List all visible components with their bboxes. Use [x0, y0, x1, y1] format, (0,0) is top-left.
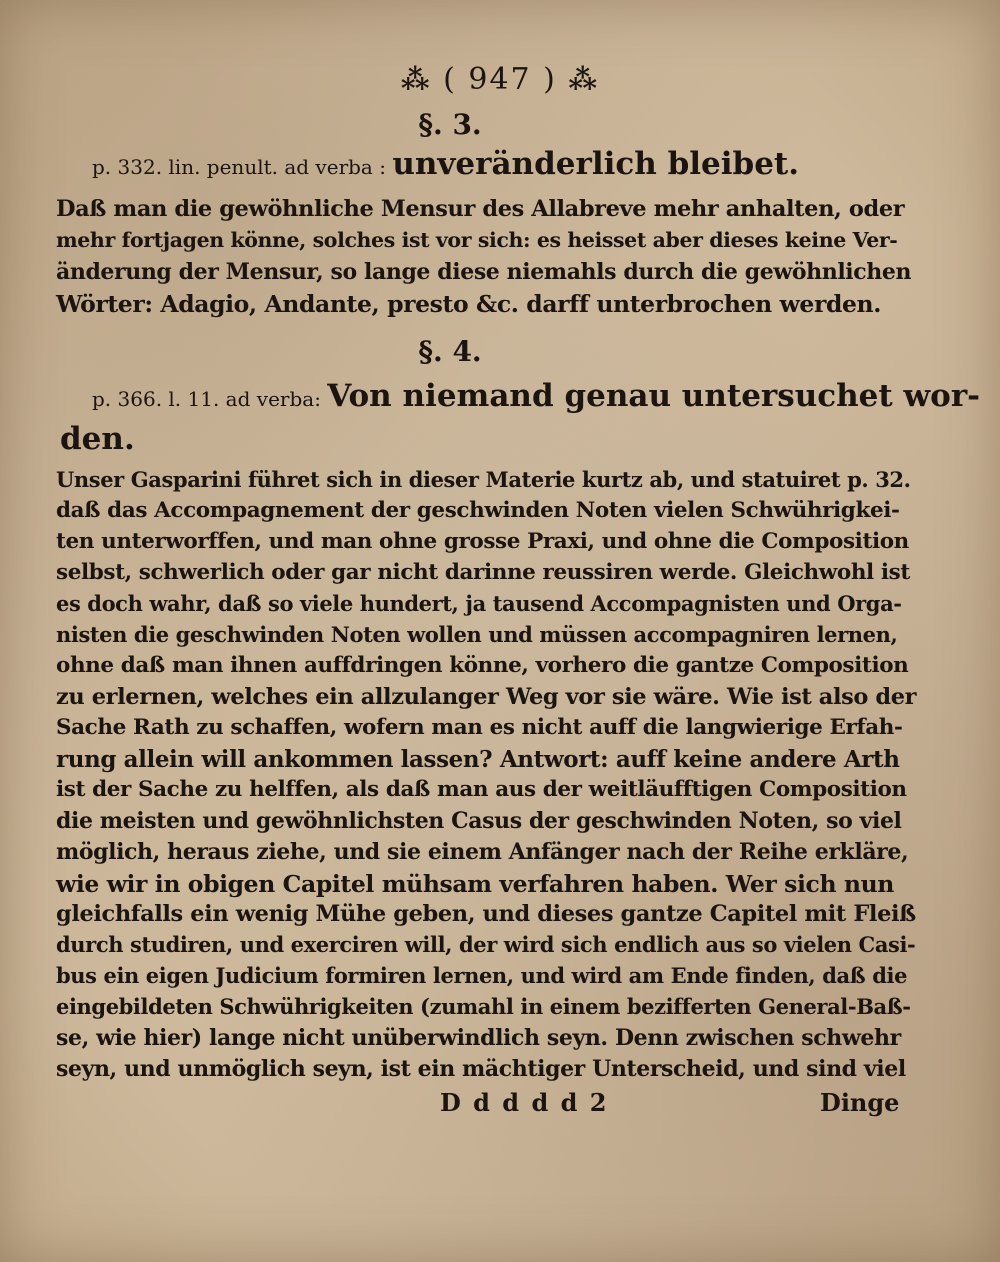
section-4-ref-words: Von niemand genau untersuchet wor-	[327, 378, 981, 414]
text-line: gleichfalls ein wenig Mühe geben, und dieses gantze Capitel mit Fleiß	[56, 901, 916, 927]
text-line: nisten die geschwinden Noten wollen und müssen accompagniren lernen,	[56, 622, 898, 647]
section-3-reference	[92, 146, 799, 182]
page-number: ( 947 )	[443, 62, 557, 97]
text-line: seyn, und unmöglich seyn, ist ein mächtiger Unterscheid, und sind viel	[56, 1056, 906, 1082]
text-line: selbst, schwerlich oder gar nicht darinne reussiren werde. Gleichwohl ist	[56, 560, 910, 585]
text-line: Sache Rath zu schaffen, wofern man es nicht auff die langwierige Erfah-	[56, 715, 903, 740]
text-line: se, wie hier) lange nicht unüberwindlich seyn. Denn zwischen schwehr	[56, 1025, 901, 1051]
text-line: ten unterworffen, und man ohne grosse Praxi, und ohne die Composition	[56, 529, 909, 554]
section-3-ref-prefix: p. 332. lin. penult. ad verba :	[92, 155, 386, 179]
text-line: rung allein will ankommen lassen? Antwort: auff keine andere Arth	[56, 746, 900, 773]
section-4-ref-prefix: p. 366. l. 11. ad verba:	[92, 387, 321, 411]
section-4-mark: §. 4.	[418, 335, 482, 368]
text-line: ist der Sache zu helffen, als daß man aus der weitläufftigen Composition	[56, 777, 907, 802]
page-header	[0, 62, 1000, 97]
text-line: möglich, heraus ziehe, und sie einem Anfänger nach der Reihe erkläre,	[56, 839, 909, 865]
text-line: durch studiren, und exerciren will, der wird sich endlich aus so vielen Casi-	[56, 932, 916, 957]
text-line: wie wir in obigen Capitel mühsam verfahren haben. Wer sich nun	[56, 870, 894, 898]
section-3-mark: §. 3.	[418, 108, 482, 141]
section-4-reference	[92, 378, 980, 414]
text-line: ohne daß man ihnen auffdringen könne, vorhero die gantze Composition	[56, 653, 909, 678]
text-line: Daß man die gewöhnliche Mensur des Allabreve mehr anhalten, oder	[56, 196, 905, 222]
text-line: änderung der Mensur, so lange diese niemahls durch die gewöhnlichen	[56, 259, 912, 285]
signature-mark: D d d d d 2	[440, 1088, 609, 1117]
text-line: Unser Gasparini führet sich in dieser Materie kurtz ab, und statuiret p. 32.	[56, 467, 911, 492]
text-line: mehr fortjagen könne, solches ist vor sich: es heisset aber dieses keine Ver-	[56, 228, 898, 252]
text-line: bus ein eigen Judicium formiren lernen, und wird am Ende finden, daß die	[56, 963, 908, 988]
text-line: daß das Accompagnement der geschwinden Noten vielen Schwührigkei-	[56, 498, 900, 523]
ornament-left-icon: ⁂	[400, 63, 432, 96]
section-4-ref-continuation: den.	[60, 421, 135, 457]
catchword: Dinge	[820, 1088, 900, 1117]
ornament-right-icon: ⁂	[568, 63, 600, 96]
text-line: eingebildeten Schwührigkeiten (zumahl in einem bezifferten General-Baß-	[56, 994, 911, 1019]
text-line: Wörter: Adagio, Andante, presto &c. darff unterbrochen werden.	[56, 290, 881, 318]
text-line: zu erlernen, welches ein allzulanger Weg vor sie wäre. Wie ist also der	[56, 684, 917, 710]
text-line: die meisten und gewöhnlichsten Casus der geschwinden Noten, so viel	[56, 808, 902, 834]
section-3-ref-words: unveränderlich bleibet.	[392, 146, 800, 182]
text-line: es doch wahr, daß so viele hundert, ja tausend Accompagnisten und Orga-	[56, 591, 902, 616]
